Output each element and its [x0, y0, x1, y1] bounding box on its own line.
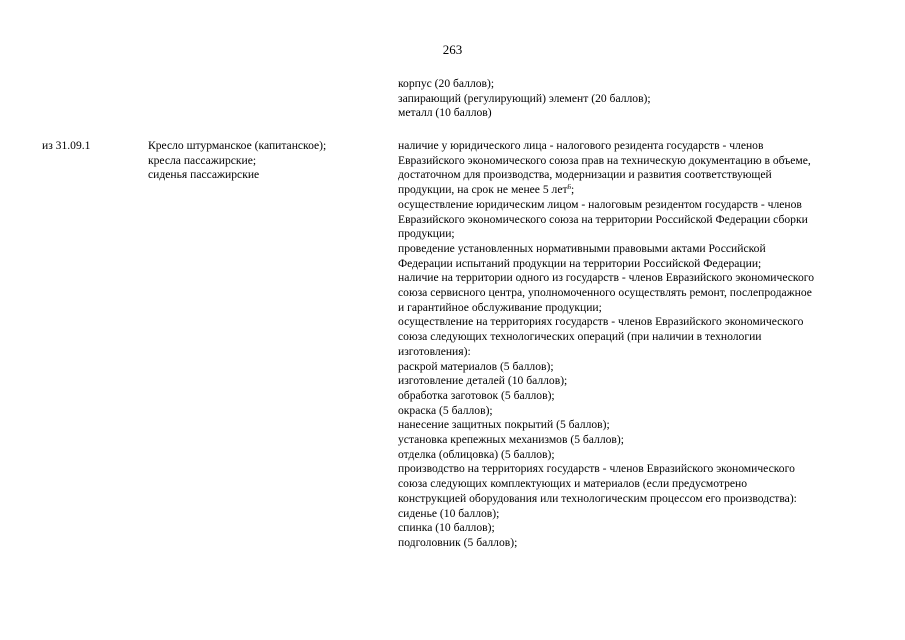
condition-line: продукции;: [398, 227, 455, 241]
condition-line: спинка (10 баллов);: [398, 521, 495, 535]
condition-line-with-footnote: [398, 183, 814, 198]
condition-line: изготовление деталей (10 баллов);: [398, 374, 568, 388]
page-number: 263: [442, 42, 463, 57]
condition-line: окраска (5 баллов);: [398, 403, 493, 417]
condition-punct: ;: [571, 183, 575, 197]
condition-line: сиденье (10 баллов);: [398, 506, 500, 520]
condition-line: Федерации испытаний продукции на территории Российской Федерации;: [398, 256, 762, 270]
condition-line: союза следующих технологических операций (при наличии в технологии: [398, 330, 762, 344]
condition-line: производство на территориях государств - членов Евразийского экономического: [398, 462, 795, 476]
condition-line: осуществление юридическим лицом - налоговым резидентом государств - членов: [398, 197, 802, 211]
condition-line: Евразийского экономического союза на территории Российской Федерации сборки: [398, 212, 808, 226]
condition-line: достаточном для производства, модернизации и развития соответствующей: [398, 168, 772, 182]
condition-line: наличие на территории одного из государств - членов Евразийского экономического: [398, 271, 815, 285]
condition-line: нанесение защитных покрытий (5 баллов);: [398, 418, 610, 432]
condition-text: продукции, на срок не менее 5 лет: [398, 183, 568, 197]
product-name-line: кресла пассажирские;: [148, 153, 257, 167]
condition-line: изготовления):: [398, 344, 471, 358]
condition-line: установка крепежных механизмов (5 баллов);: [398, 433, 624, 447]
product-name-line: Кресло штурманское (капитанское);: [148, 139, 327, 152]
product-code: из 31.09.1: [42, 139, 91, 152]
condition-line: обработка заготовок (5 баллов);: [398, 388, 555, 402]
condition-line: подголовник (5 баллов);: [398, 535, 518, 549]
condition-line: союза сервисного центра, уполномоченного осуществлять ремонт, послепродажное: [398, 286, 812, 300]
footnote-ref: 6: [567, 183, 572, 192]
condition-line: конструкцией оборудования или технологическим процессом его производства):: [398, 491, 797, 505]
condition-line: Евразийского экономического союза прав на техническую документацию в объеме,: [398, 153, 811, 167]
conditions-list: [398, 139, 814, 551]
condition-line: отделка (облицовка) (5 баллов);: [398, 447, 555, 461]
product-name-line: сиденья пассажирские: [148, 168, 260, 182]
condition-line: наличие у юридического лица - налогового резидента государств - членов: [398, 139, 764, 152]
condition-line: проведение установленных нормативными правовыми актами Российской: [398, 241, 766, 255]
condition-line: запирающий (регулирующий) элемент (20 баллов);: [398, 91, 651, 105]
condition-line: союза следующих комплектующих и материалов (если предусмотрено: [398, 477, 748, 491]
product-name: [148, 139, 326, 183]
condition-line: раскрой материалов (5 баллов);: [398, 359, 554, 373]
condition-line: и гарантийное обслуживание продукции;: [398, 300, 602, 314]
condition-line: металл (10 баллов): [398, 106, 492, 120]
continued-conditions: [398, 77, 651, 121]
condition-line: осуществление на территориях государств - членов Евразийского экономического: [398, 315, 804, 329]
condition-line: корпус (20 баллов);: [398, 77, 495, 90]
